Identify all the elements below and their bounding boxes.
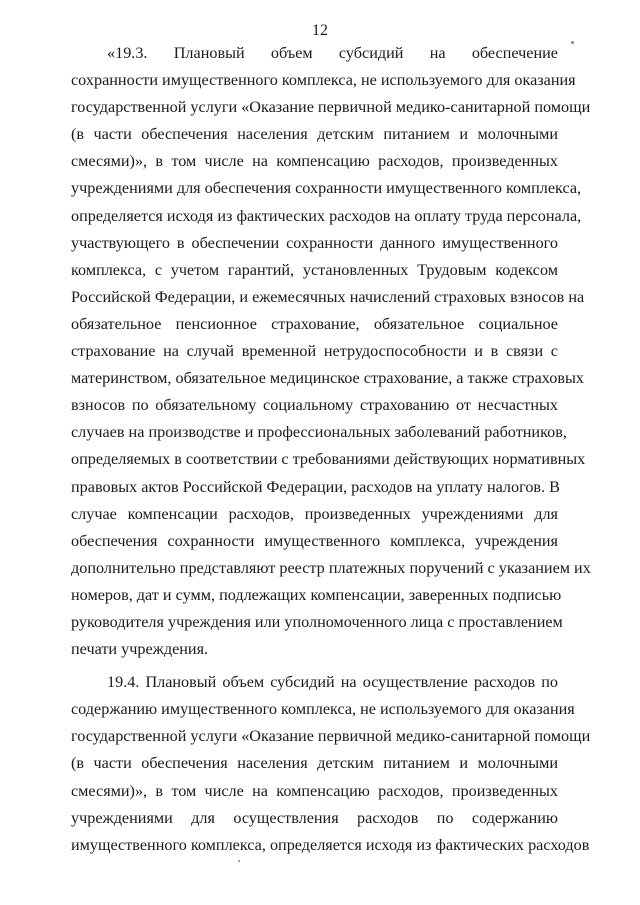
page-number: 12 [312,22,328,39]
text-line: учреждениями для осуществления расходов по содержанию [71,808,558,827]
text-line: «19.3. Плановый объем субсидий на обеспечение [107,44,558,62]
scan-speck [571,41,574,44]
text-line: номеров, дат и сумм, подлежащих компенсации, заверенных подписью [71,585,562,604]
text-line: участвующего в обеспечении сохранности данного имущественного [71,233,558,252]
paragraph-19-3 [71,40,591,663]
text-line: определяется исходя из фактических расходов на оплату труда персонала, [71,206,582,225]
text-line: комплекса, с учетом гарантий, установленных Трудовым кодексом [71,260,558,279]
text-line: смесями)», в том числе на компенсацию расходов, произведенных [71,152,558,171]
text-line: печати учреждения. [71,640,209,659]
text-line: обязательное пенсионное страхование, обязательное социальное [71,314,558,333]
text-line: смесями)», в том числе на компенсацию расходов, произведенных [71,781,558,800]
text-line: содержанию имущественного комплекса, не используемого для оказания [71,700,575,719]
text-line: имущественного комплекса, определяется исходя из фактических расходов [71,835,590,854]
text-line: случае компенсации расходов, произведенных учреждениями для [71,504,558,523]
text-line: (в части обеспечения населения детским питанием и молочными [71,754,558,773]
scan-speck [238,860,240,862]
text-line: дополнительно представляют реестр платежных поручений с указанием их [71,558,591,577]
text-line: государственной услуги «Оказание первичной медико-санитарной помощи [71,727,591,746]
text-line: (в части обеспечения населения детским питанием и молочными [71,125,558,144]
text-line: государственной услуги «Оказание первичной медико-санитарной помощи [71,98,591,117]
text-line: материнством, обязательное медицинское страхование, а также страховых [71,369,584,388]
text-line: обеспечения сохранности имущественного комплекса, учреждения [71,531,558,550]
text-line: правовых актов Российской Федерации, расходов на уплату налогов. В [71,477,560,496]
text-line: Российской Федерации, и ежемесячных начислений страховых взносов на [71,287,585,306]
text-line: определяемых в соответствии с требованиями действующих нормативных [71,450,586,469]
paragraph-19-4 [71,669,591,859]
text-line: страхование на случай временной нетрудоспособности и в связи с [71,342,558,361]
text-line: взносов по обязательному социальному страхованию от несчастных [71,396,558,415]
text-line: руководителя учреждения или уполномоченного лица с проставлением [71,612,563,631]
text-line: случаев на производстве и профессиональных заболеваний работников, [71,423,567,442]
body-text [71,40,591,859]
text-line: 19.4. Плановый объем субсидий на осуществление расходов по [107,673,558,692]
text-line: сохранности имущественного комплекса, не используемого для оказания [71,71,576,90]
text-line: учреждениями для обеспечения сохранности имущественного комплекса, [71,179,582,198]
